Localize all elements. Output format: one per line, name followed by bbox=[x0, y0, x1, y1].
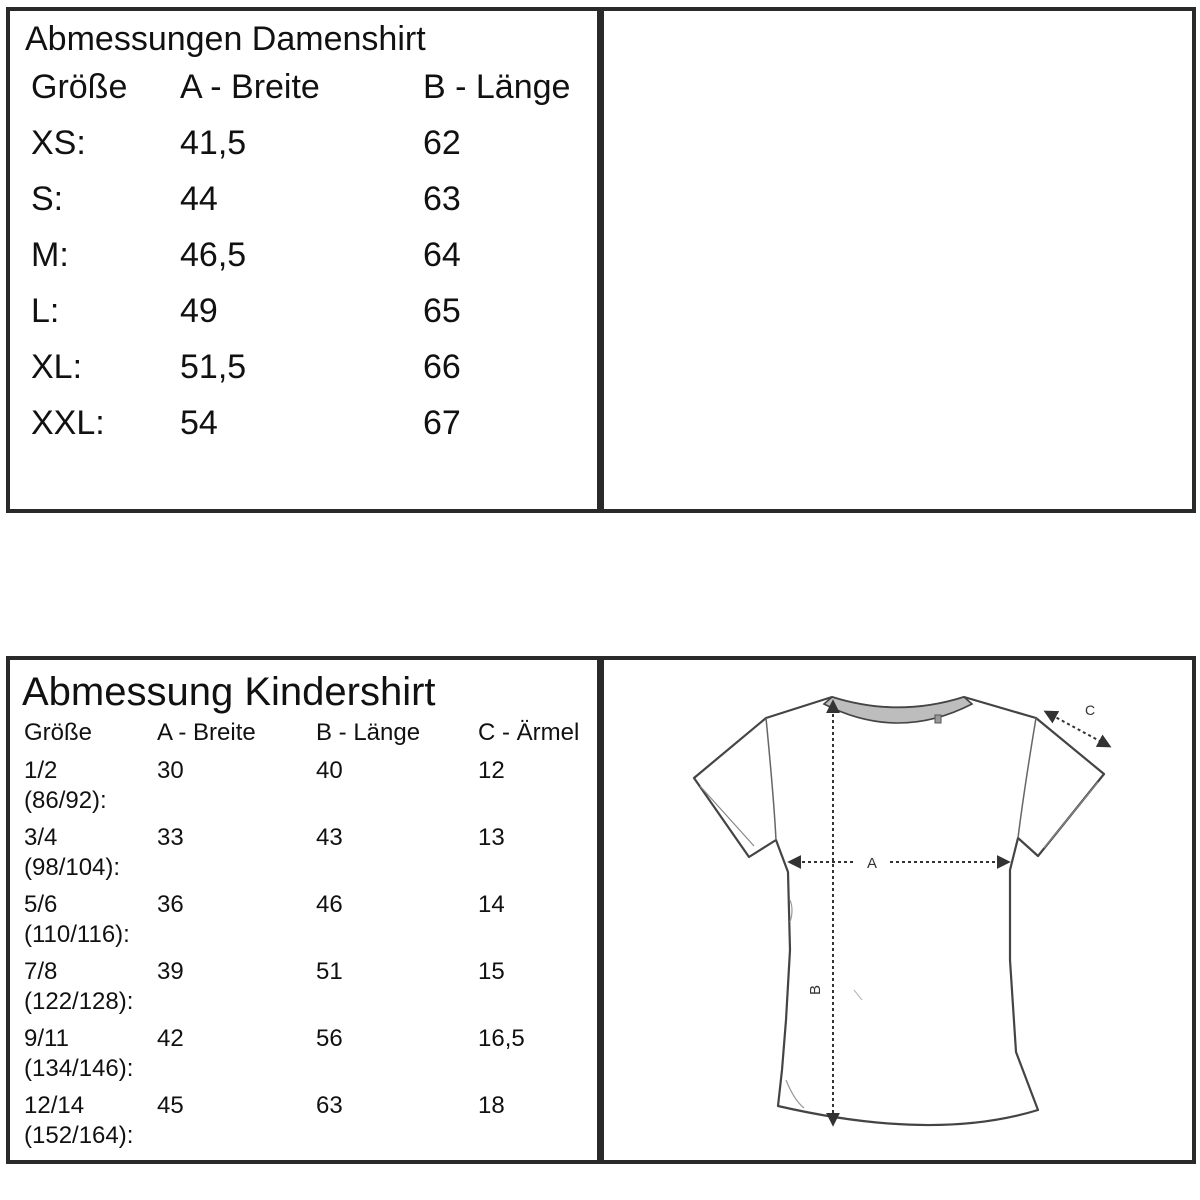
row-size-range: (152/164): bbox=[24, 1122, 134, 1149]
row-a-value: 39 bbox=[157, 958, 184, 985]
measure-b-label: B bbox=[807, 984, 824, 996]
header-size: Größe bbox=[24, 719, 93, 746]
row-b-value: 66 bbox=[423, 348, 461, 386]
tshirt-outline bbox=[694, 697, 1104, 1125]
row-c-value: 16,5 bbox=[478, 1025, 525, 1052]
row-size: XS: bbox=[31, 124, 86, 162]
row-a-value: 41,5 bbox=[180, 124, 247, 162]
row-a-value: 49 bbox=[180, 292, 218, 330]
row-size: 12/14 bbox=[24, 1092, 85, 1119]
row-a-value: 33 bbox=[157, 824, 184, 851]
row-c-value: 13 bbox=[478, 824, 505, 851]
row-b-value: 64 bbox=[423, 236, 461, 274]
row-b-value: 63 bbox=[316, 1092, 343, 1119]
row-size-range: (110/116): bbox=[24, 921, 130, 948]
header-a-breite: A - Breite bbox=[180, 68, 320, 106]
row-b-value: 51 bbox=[316, 958, 343, 985]
row-a-value: 54 bbox=[180, 404, 218, 442]
row-b-value: 65 bbox=[423, 292, 461, 330]
row-a-value: 30 bbox=[157, 757, 184, 784]
row-b-value: 67 bbox=[423, 404, 461, 442]
row-size: S: bbox=[31, 180, 64, 218]
row-size: M: bbox=[31, 236, 69, 274]
panel-divider bbox=[597, 656, 604, 1164]
row-size: 7/8 bbox=[24, 958, 58, 985]
header-a-breite: A - Breite bbox=[157, 719, 256, 746]
measure-a-label: A bbox=[866, 855, 878, 872]
row-b-value: 63 bbox=[423, 180, 461, 218]
row-size-range: (86/92): bbox=[24, 787, 107, 814]
row-size: L: bbox=[31, 292, 60, 330]
row-c-value: 15 bbox=[478, 958, 505, 985]
row-size: XXL: bbox=[31, 404, 105, 442]
row-a-value: 46,5 bbox=[180, 236, 247, 274]
tshirt-label bbox=[935, 715, 941, 723]
row-a-value: 51,5 bbox=[180, 348, 247, 386]
row-size: 9/11 bbox=[24, 1025, 69, 1052]
row-a-value: 45 bbox=[157, 1092, 184, 1119]
damenshirt-title: Abmessungen Damenshirt bbox=[25, 20, 426, 58]
row-c-value: 18 bbox=[478, 1092, 505, 1119]
row-b-value: 56 bbox=[316, 1025, 343, 1052]
header-size: Größe bbox=[31, 68, 128, 106]
row-size-range: (134/146): bbox=[24, 1055, 134, 1082]
header-b-laenge: B - Länge bbox=[316, 719, 421, 746]
row-c-value: 12 bbox=[478, 757, 505, 784]
row-b-value: 46 bbox=[316, 891, 343, 918]
kindershirt-title: Abmessung Kindershirt bbox=[22, 670, 436, 714]
row-b-value: 43 bbox=[316, 824, 343, 851]
measure-c-label: C bbox=[1084, 702, 1096, 718]
header-c-aermel: C - Ärmel bbox=[478, 719, 580, 746]
row-a-value: 36 bbox=[157, 891, 184, 918]
row-size-range: (98/104): bbox=[24, 854, 121, 881]
row-size: 3/4 bbox=[24, 824, 58, 851]
panel-divider bbox=[597, 7, 604, 513]
row-size: 1/2 bbox=[24, 757, 58, 784]
header-b-laenge: B - Länge bbox=[423, 68, 571, 106]
row-b-value: 40 bbox=[316, 757, 343, 784]
row-a-value: 44 bbox=[180, 180, 218, 218]
row-size: XL: bbox=[31, 348, 83, 386]
tshirt-measurement-diagram bbox=[604, 660, 1192, 1160]
row-size-range: (122/128): bbox=[24, 988, 134, 1015]
row-a-value: 42 bbox=[157, 1025, 184, 1052]
row-c-value: 14 bbox=[478, 891, 505, 918]
row-b-value: 62 bbox=[423, 124, 461, 162]
row-size: 5/6 bbox=[24, 891, 58, 918]
